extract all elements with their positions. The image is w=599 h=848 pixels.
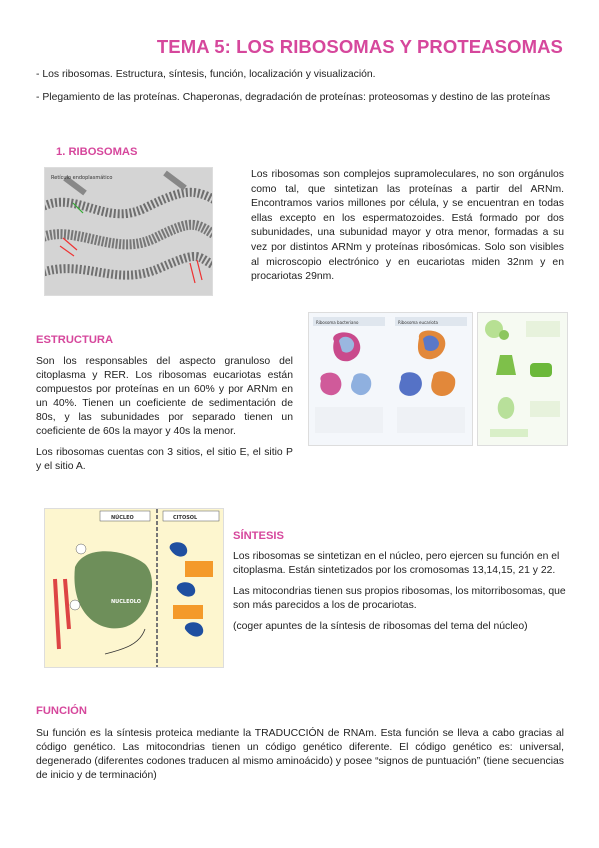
section-heading-estructura: ESTRUCTURA (36, 334, 114, 346)
figure-label-nucleolo: NUCLEOLO (111, 599, 142, 605)
sintesis-paragraph-1: Los ribosomas se sintetizan en el núcleo, pero ejercen su función en el citoplasma. Están sintetizados por los cromosomas 13,14,15, 21 y 22. (233, 551, 560, 576)
sintesis-paragraph-2: Las mitocondrias tienen sus propios ribosomas, los mitorribosomas, que son más parecidos a los de procariotas. (233, 586, 566, 611)
figure-label-reticulo: Retículo endoplasmático (51, 175, 113, 181)
estructura-paragraph-2: Los ribosomas cuentas con 3 sitios, el sitio E, el sitio P y el sitio A. (36, 447, 293, 472)
intro-item-2: - Plegamiento de las proteínas. Chaperonas, degradación de proteínas: proteosomas y destino de las proteínas (36, 92, 551, 103)
figure-label-eucariota: Ribosoma eucariota (398, 320, 438, 325)
section-heading-sintesis: SÍNTESIS (233, 530, 284, 542)
figure-label-citosol: CITOSOL (173, 515, 198, 521)
figure-label-bacteriano: Ribosoma bacteriano (316, 320, 359, 325)
proteasome-figure (477, 312, 568, 446)
estructura-paragraph-1: Son los responsables del aspecto granuloso del citoplasma y RER. Los ribosomas eucariotas están compuestos por proteínas en un 60% y por ARNm en un 40%. Tienen un coeficiente de sedimentación de 80s, y las subunidades por separado tienen un coeficiente de 60s la mayor y 40s la menor. (36, 356, 293, 437)
ribosomas-description: Los ribosomas son complejos supramoleculares, no son orgánulos como tal, que sintetizan las proteínas a partir del ARNm. Encontramos varios millones por célula, y se encuentran en todas ellas excepto en los espermatozoides. Está formado por dos subunidades, una subunidad mayor y otra menor, formadas a su vez por distintos ARNm y proteínas ribosómicas. Solo son visibles al microscopio electrónico y en eucariotas miden 32nm y en procariotas 29nm. (251, 169, 564, 283)
intro-item-1: - Los ribosomas. Estructura, síntesis, función, localización y visualización. (36, 69, 376, 80)
sintesis-text (233, 550, 566, 641)
section-heading-funcion: FUNCIÓN (36, 705, 87, 717)
page-title: TEMA 5: LOS RIBOSOMAS Y PROTEASOMAS (156, 36, 563, 57)
section-heading-ribosomas: 1. RIBOSOMAS (56, 146, 138, 158)
ribosome-structure-figure (308, 312, 473, 446)
ribosome-micrograph (44, 167, 213, 296)
sintesis-paragraph-3: (coger apuntes de la síntesis de ribosomas del tema del núcleo) (233, 621, 528, 632)
figure-label-nucleo: NÚCLEO (111, 515, 134, 521)
ribosome-synthesis-diagram (44, 508, 224, 668)
funcion-text: Su función es la síntesis proteica mediante la TRADUCCIÓN de RNAm. Esta función se lleva a cabo gracias al código genético. Las mitocondrias tienen un código genético diferente. El código genético es: universal, degenerado (diferentes codones traducen al mismo aminoácido) y posee “signos de puntuación” (tiene secuencias de inicio y de terminación) (36, 728, 564, 781)
estructura-text (36, 355, 293, 481)
